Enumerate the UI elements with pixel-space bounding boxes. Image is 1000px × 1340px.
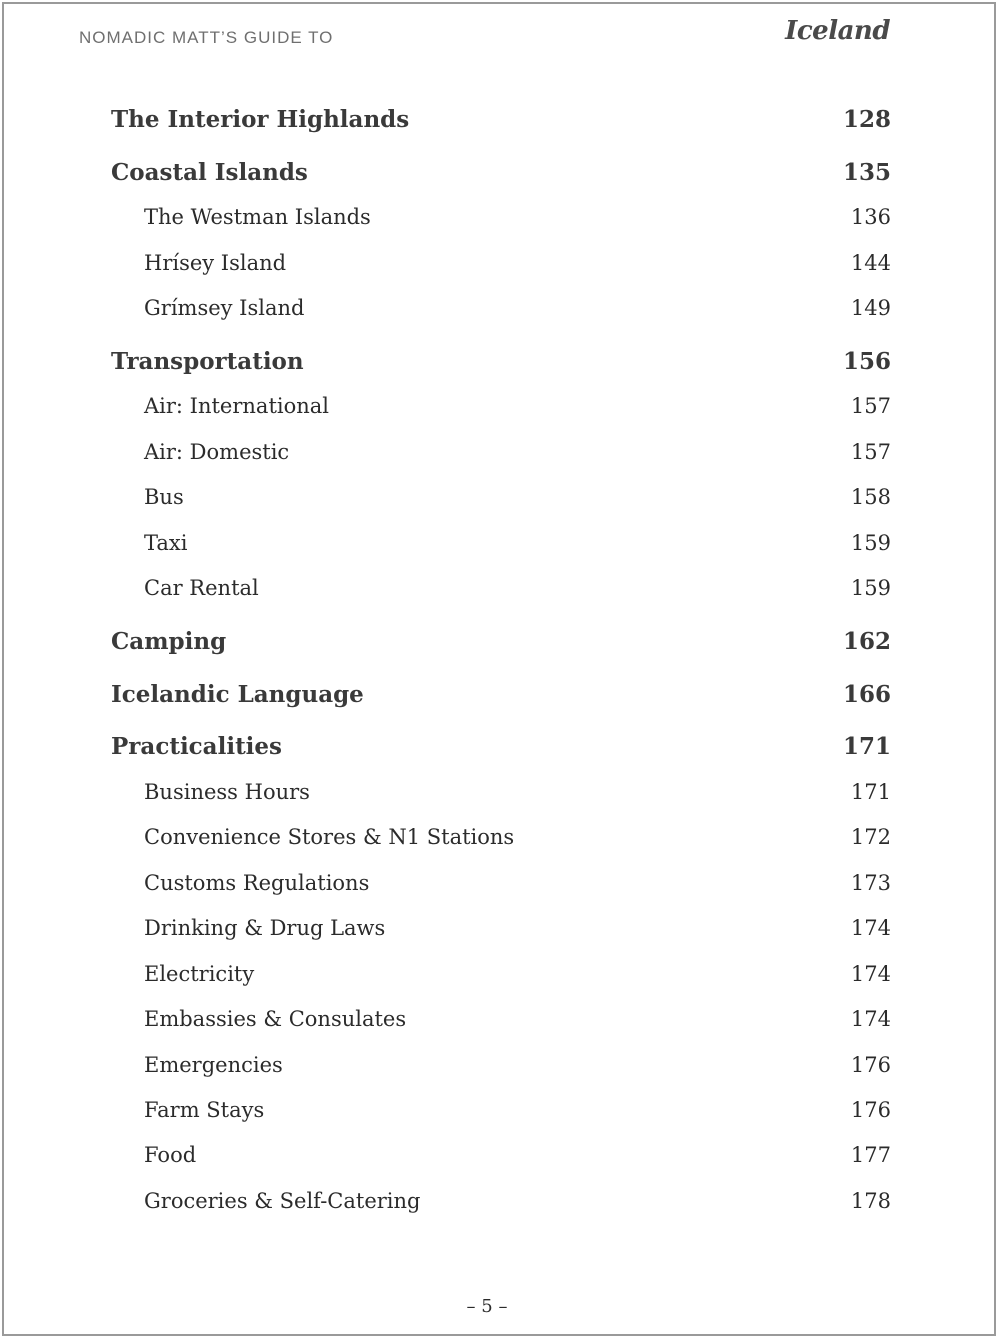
brand-logo-text: Iceland — [785, 16, 890, 46]
toc-entry-page-number: 128 — [842, 106, 891, 133]
toc-entry-page-number: 171 — [842, 733, 891, 760]
toc-entry-page-number: 176 — [850, 1098, 891, 1122]
toc-entry-title: Convenience Stores & N1 Stations — [144, 825, 515, 849]
toc-entry-page-number: 144 — [850, 251, 891, 275]
toc-entry-title: Emergencies — [144, 1053, 283, 1077]
toc-entry-page-number: 172 — [850, 825, 891, 849]
toc-subsection-entry[interactable] — [111, 825, 891, 859]
toc-entry-page-number: 178 — [850, 1189, 891, 1213]
toc-entry-page-number: 157 — [850, 394, 891, 418]
toc-subsection-entry[interactable] — [111, 576, 891, 610]
toc-subsection-entry[interactable] — [111, 296, 891, 330]
toc-entry-page-number: 177 — [850, 1143, 891, 1167]
toc-entry-title: Car Rental — [144, 576, 259, 600]
toc-subsection-entry[interactable] — [111, 1053, 891, 1087]
toc-entry-title: Food — [144, 1143, 197, 1167]
toc-subsection-entry[interactable] — [111, 440, 891, 474]
toc-entry-title: The Westman Islands — [144, 205, 371, 229]
toc-entry-title: Grímsey Island — [144, 296, 305, 320]
toc-entry-page-number: 174 — [850, 1007, 891, 1031]
toc-subsection-entry[interactable] — [111, 251, 891, 285]
toc-entry-page-number: 176 — [850, 1053, 891, 1077]
toc-entry-page-number: 174 — [850, 916, 891, 940]
toc-subsection-entry[interactable] — [111, 394, 891, 428]
toc-entry-page-number: 156 — [842, 348, 891, 375]
toc-entry-title: Hrísey Island — [144, 251, 287, 275]
toc-subsection-entry[interactable] — [111, 1143, 891, 1177]
toc-entry-title: Business Hours — [144, 780, 310, 804]
toc-entry-title: Air: Domestic — [144, 440, 290, 464]
toc-subsection-entry[interactable] — [111, 1098, 891, 1132]
toc-entry-title: Air: International — [144, 394, 330, 418]
toc-entry-title: Embassies & Consulates — [144, 1007, 407, 1031]
toc-subsection-entry[interactable] — [111, 1189, 891, 1223]
toc-entry-title: Practicalities — [111, 733, 283, 760]
toc-subsection-entry[interactable] — [111, 871, 891, 905]
toc-entry-page-number: 162 — [842, 628, 891, 655]
toc-entry-page-number: 135 — [842, 159, 891, 186]
document-page — [2, 2, 996, 1336]
toc-section-entry[interactable] — [111, 348, 891, 382]
toc-entry-title: Coastal Islands — [111, 159, 308, 186]
toc-subsection-entry[interactable] — [111, 962, 891, 996]
toc-entry-title: Groceries & Self-Catering — [144, 1189, 421, 1213]
toc-section-entry[interactable] — [111, 159, 891, 193]
toc-entry-page-number: 173 — [850, 871, 891, 895]
toc-section-entry[interactable] — [111, 106, 891, 140]
toc-subsection-entry[interactable] — [111, 531, 891, 565]
toc-entry-title: The Interior Highlands — [111, 106, 410, 133]
page-number: – 5 – — [466, 1296, 508, 1317]
toc-entry-page-number: 136 — [850, 205, 891, 229]
toc-entry-title: Transportation — [111, 348, 304, 375]
toc-entry-title: Taxi — [144, 531, 188, 555]
toc-entry-page-number: 158 — [850, 485, 891, 509]
toc-entry-title: Bus — [144, 485, 184, 509]
toc-entry-title: Farm Stays — [144, 1098, 265, 1122]
toc-entry-page-number: 159 — [850, 531, 891, 555]
toc-entry-page-number: 157 — [850, 440, 891, 464]
toc-entry-page-number: 166 — [842, 681, 891, 708]
toc-subsection-entry[interactable] — [111, 485, 891, 519]
toc-subsection-entry[interactable] — [111, 1007, 891, 1041]
toc-entry-title: Electricity — [144, 962, 255, 986]
toc-entry-page-number: 171 — [850, 780, 891, 804]
toc-subsection-entry[interactable] — [111, 780, 891, 814]
toc-entry-page-number: 174 — [850, 962, 891, 986]
toc-section-entry[interactable] — [111, 733, 891, 767]
toc-subsection-entry[interactable] — [111, 205, 891, 239]
toc-entry-page-number: 149 — [850, 296, 891, 320]
toc-entry-title: Camping — [111, 628, 227, 655]
toc-section-entry[interactable] — [111, 681, 891, 715]
toc-entry-title: Drinking & Drug Laws — [144, 916, 386, 940]
running-head: NOMADIC MATT’S GUIDE TO — [79, 28, 334, 47]
toc-entry-page-number: 159 — [850, 576, 891, 600]
toc-entry-title: Customs Regulations — [144, 871, 370, 895]
toc-entry-title: Icelandic Language — [111, 681, 364, 708]
toc-subsection-entry[interactable] — [111, 916, 891, 950]
toc-section-entry[interactable] — [111, 628, 891, 662]
